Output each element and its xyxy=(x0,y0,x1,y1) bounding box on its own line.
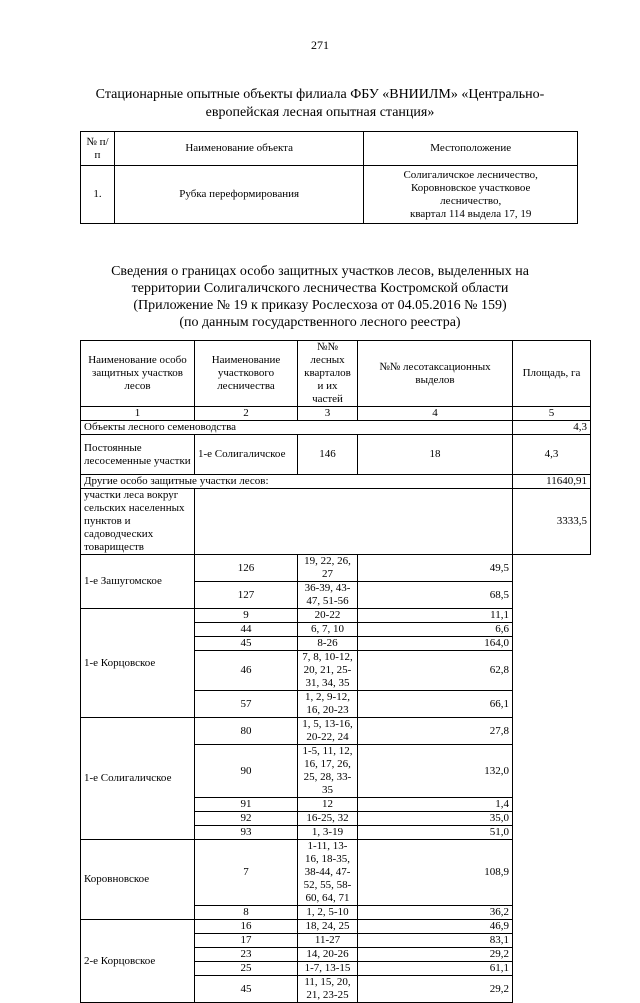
plots-cell: 1, 5, 13-16, 20-22, 24 xyxy=(298,718,358,745)
area-cell: 164,0 xyxy=(358,637,513,651)
table-row xyxy=(81,609,591,623)
plots-cell: 36-39, 43-47, 51-56 xyxy=(298,582,358,609)
district-name: 1-е Солигаличское xyxy=(81,718,195,840)
seed-objects-row xyxy=(81,421,591,435)
village-group-total-row xyxy=(81,489,591,555)
plots-cell: 1-5, 11, 12, 16, 17, 26, 25, 28, 33-35 xyxy=(298,745,358,798)
area-cell: 61,1 xyxy=(358,962,513,976)
area-cell: 46,9 xyxy=(358,920,513,934)
seed-row xyxy=(81,435,591,475)
plots-cell: 1-7, 13-15 xyxy=(298,962,358,976)
quarter-cell: 46 xyxy=(195,651,298,691)
quarter-cell: 45 xyxy=(195,637,298,651)
plots-cell: 1, 2, 9-12, 16, 20-23 xyxy=(298,691,358,718)
area-cell: 1,4 xyxy=(358,798,513,812)
quarter-cell: 92 xyxy=(195,812,298,826)
other-area: 11640,91 xyxy=(513,475,591,489)
location-line: Солигаличское лесничество, xyxy=(403,168,538,181)
district-name: 1-е Зашугомское xyxy=(81,555,195,609)
area-cell: 68,5 xyxy=(358,582,513,609)
section1-title xyxy=(60,86,580,122)
area-cell: 66,1 xyxy=(358,691,513,718)
table-row xyxy=(81,555,591,582)
quarter-cell: 127 xyxy=(195,582,298,609)
plots-cell: 16-25, 32 xyxy=(298,812,358,826)
table-row xyxy=(81,920,591,934)
plots-cell: 1, 2, 5-10 xyxy=(298,906,358,920)
protective-areas-table xyxy=(80,340,591,1003)
district-name: 2-е Корцовское xyxy=(81,920,195,1003)
area-cell: 132,0 xyxy=(358,745,513,798)
other-row xyxy=(81,475,591,489)
plots-cell: 8-26 xyxy=(298,637,358,651)
area-cell: 62,8 xyxy=(358,651,513,691)
column-number: 2 xyxy=(195,407,298,421)
header-num: № п/п xyxy=(81,132,115,166)
table-row xyxy=(81,718,591,745)
quarter-cell: 126 xyxy=(195,555,298,582)
column-number: 4 xyxy=(358,407,513,421)
quarter-cell: 91 xyxy=(195,798,298,812)
area-cell: 36,2 xyxy=(358,906,513,920)
header-area-ha: Площадь, га xyxy=(513,341,591,407)
plots-cell: 6, 7, 10 xyxy=(298,623,358,637)
seed-row-district: 1-е Солигаличское xyxy=(195,435,298,475)
quarter-cell: 23 xyxy=(195,948,298,962)
header-plots: №№ лесотаксационных выделов xyxy=(358,341,513,407)
column-number: 5 xyxy=(513,407,591,421)
district-name: 1-е Корцовское xyxy=(81,609,195,718)
quarter-cell: 16 xyxy=(195,920,298,934)
objects-table xyxy=(80,131,578,224)
section1-title-line: европейская лесная опытная станция» xyxy=(205,105,435,120)
quarter-cell: 57 xyxy=(195,691,298,718)
seed-row-area: 4,3 xyxy=(513,435,591,475)
area-cell: 83,1 xyxy=(358,934,513,948)
table-header-row xyxy=(81,132,578,166)
area-cell: 6,6 xyxy=(358,623,513,637)
area-cell: 27,8 xyxy=(358,718,513,745)
plots-cell: 7, 8, 10-12, 20, 21, 25-31, 34, 35 xyxy=(298,651,358,691)
quarter-cell: 9 xyxy=(195,609,298,623)
village-group-name: участки леса вокруг сельских населенных пунктов и садоводческих товариществ xyxy=(81,489,195,555)
plots-cell: 19, 22, 26, 27 xyxy=(298,555,358,582)
quarter-cell: 80 xyxy=(195,718,298,745)
header-area-name: Наименование особо защитных участков лесов xyxy=(81,341,195,407)
location-line: лесничество, xyxy=(440,194,502,207)
table-header-row xyxy=(81,341,591,407)
plots-cell: 18, 24, 25 xyxy=(298,920,358,934)
quarter-cell: 25 xyxy=(195,962,298,976)
plots-cell: 11, 15, 20, 21, 23-25 xyxy=(298,976,358,1003)
quarter-cell: 8 xyxy=(195,906,298,920)
seed-row-plots: 18 xyxy=(358,435,513,475)
table-row xyxy=(81,166,578,224)
table-row xyxy=(81,840,591,906)
seed-objects-area: 4,3 xyxy=(513,421,591,435)
header-object-name: Наименование объекта xyxy=(114,132,363,166)
village-group-total-spacer xyxy=(195,489,513,555)
location-line: квартал 114 выдела 17, 19 xyxy=(410,207,532,220)
area-cell: 49,5 xyxy=(358,555,513,582)
other-label: Другие особо защитные участки лесов: xyxy=(81,475,513,489)
location-line: Коровновское участковое xyxy=(410,181,531,194)
quarter-cell: 44 xyxy=(195,623,298,637)
plots-cell: 14, 20-26 xyxy=(298,948,358,962)
plots-cell: 12 xyxy=(298,798,358,812)
quarter-cell: 93 xyxy=(195,826,298,840)
quarter-cell: 45 xyxy=(195,976,298,1003)
plots-cell: 11-27 xyxy=(298,934,358,948)
page-number: 271 xyxy=(311,38,329,52)
header-quarters: №№ лесных кварталов и их частей xyxy=(298,341,358,407)
header-district: Наименование участкового лесничества xyxy=(195,341,298,407)
plots-cell: 20-22 xyxy=(298,609,358,623)
area-cell: 108,9 xyxy=(358,840,513,906)
seed-row-quarter: 146 xyxy=(298,435,358,475)
quarter-cell: 90 xyxy=(195,745,298,798)
section2-title xyxy=(60,263,580,331)
row-num: 1. xyxy=(81,166,115,224)
area-cell: 29,2 xyxy=(358,976,513,1003)
row-object-name: Рубка переформирования xyxy=(114,166,363,224)
quarter-cell: 17 xyxy=(195,934,298,948)
area-cell: 35,0 xyxy=(358,812,513,826)
seed-row-name: Постоянные лесосеменные участки xyxy=(81,435,195,475)
area-cell: 29,2 xyxy=(358,948,513,962)
district-name: Коровновское xyxy=(81,840,195,920)
column-numbers-row xyxy=(81,407,591,421)
quarter-cell: 7 xyxy=(195,840,298,906)
section2-title-line: территории Солигаличского лесничества Костромской области xyxy=(131,281,509,296)
area-cell: 11,1 xyxy=(358,609,513,623)
column-number: 3 xyxy=(298,407,358,421)
section2-title-line: Сведения о границах особо защитных участков лесов, выделенных на xyxy=(111,264,529,279)
seed-objects-label: Объекты лесного семеноводства xyxy=(81,421,513,435)
section2-title-line: (Приложение № 19 к приказу Рослесхоза от 04.05.2016 № 159) xyxy=(133,298,507,313)
header-location: Местоположение xyxy=(364,132,578,166)
column-number: 1 xyxy=(81,407,195,421)
area-cell: 51,0 xyxy=(358,826,513,840)
section1-title-line: Стационарные опытные объекты филиала ФБУ «ВНИИЛМ» «Центрально- xyxy=(95,87,545,102)
plots-cell: 1-11, 13-16, 18-35, 38-44, 47-52, 55, 58-60, 64, 71 xyxy=(298,840,358,906)
row-location xyxy=(364,166,578,224)
village-group-total: 3333,5 xyxy=(513,489,591,555)
section2-title-line: (по данным государственного лесного реестра) xyxy=(179,315,461,330)
plots-cell: 1, 3-19 xyxy=(298,826,358,840)
